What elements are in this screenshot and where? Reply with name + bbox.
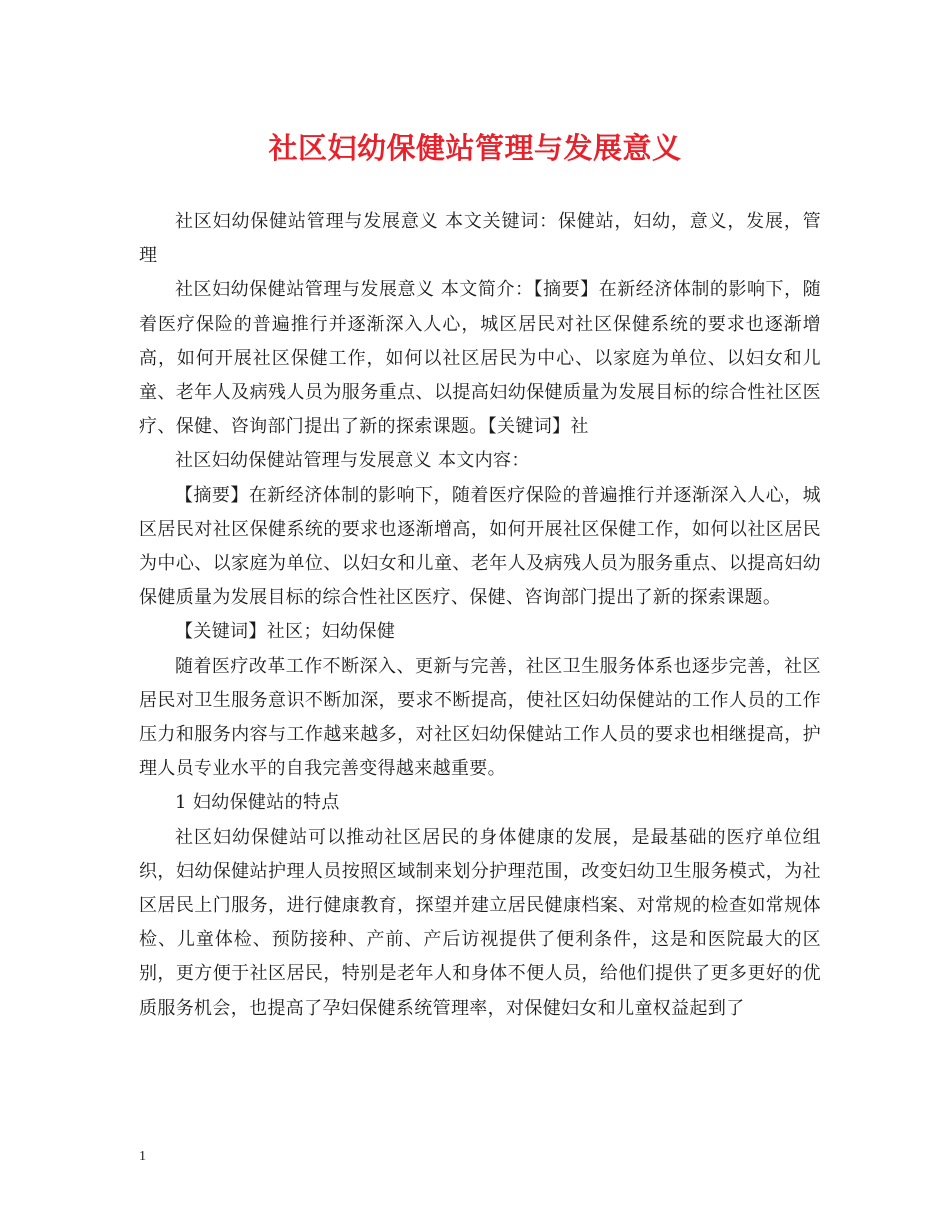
section-heading: 1 妇幼保健站的特点: [175, 792, 340, 814]
document-title: 社区妇幼保健站管理与发展意义: [268, 131, 682, 165]
paragraph-keywords: 社区妇幼保健站管理与发展意义 本文关键词：保健站，妇幼，意义，发展，管理: [139, 211, 821, 267]
paragraph-summary: 社区妇幼保健站管理与发展意义 本文简介：【摘要】在新经济体制的影响下，随着医疗保险的普遍推行并逐渐深入人心，城区居民对社区保健系统的要求也逐渐增高，如何开展社区保健工作，如何以社区居民为中心、以家庭为单位、以妇女和儿童、老年人及病残人员为服务重点、以提高妇幼保健质量为发展目标的综合性社区医疗、保健、咨询部门提出了新的探索课题。【关键词】社: [139, 279, 821, 438]
paragraph-intro: 随着医疗改革工作不断深入、更新与完善，社区卫生服务体系也逐步完善，社区居民对卫生服务意识不断加深，要求不断提高，使社区妇幼保健站的工作人员的工作压力和服务内容与工作越来越多，对社区妇幼保健站工作人员的要求也相继提高，护理人员专业水平的自我完善变得越来越重要。: [139, 655, 821, 780]
page-number: 1: [139, 1149, 146, 1164]
document-body: [139, 205, 821, 1026]
paragraph-content-heading: 社区妇幼保健站管理与发展意义 本文内容：: [175, 450, 530, 472]
paragraph-keyword-list: 【关键词】社区；妇幼保健: [175, 621, 396, 643]
paragraph-abstract: 【摘要】在新经济体制的影响下，随着医疗保险的普遍推行并逐渐深入人心，城区居民对社区保健系统的要求也逐渐增高，如何开展社区保健工作，如何以社区居民为中心、以家庭为单位、以妇女和儿童、老年人及病残人员为服务重点、以提高妇幼保健质量为发展目标的综合性社区医疗、保健、咨询部门提出了新的探索课题。: [139, 484, 821, 609]
paragraph-section-body: 社区妇幼保健站可以推动社区居民的身体健康的发展，是最基础的医疗单位组织，妇幼保健站护理人员按照区域制来划分护理范围，改变妇幼卫生服务模式，为社区居民上门服务，进行健康教育，探望并建立居民健康档案、对常规的检查如常规体检、儿童体检、预防接种、产前、产后访视提供了便利条件，这是和医院最大的区别，更方便于社区居民，特别是老年人和身体不便人员，给他们提供了更多更好的优质服务机会，也提高了孕妇保健系统管理率，对保健妇女和儿童权益起到了: [139, 826, 821, 1019]
